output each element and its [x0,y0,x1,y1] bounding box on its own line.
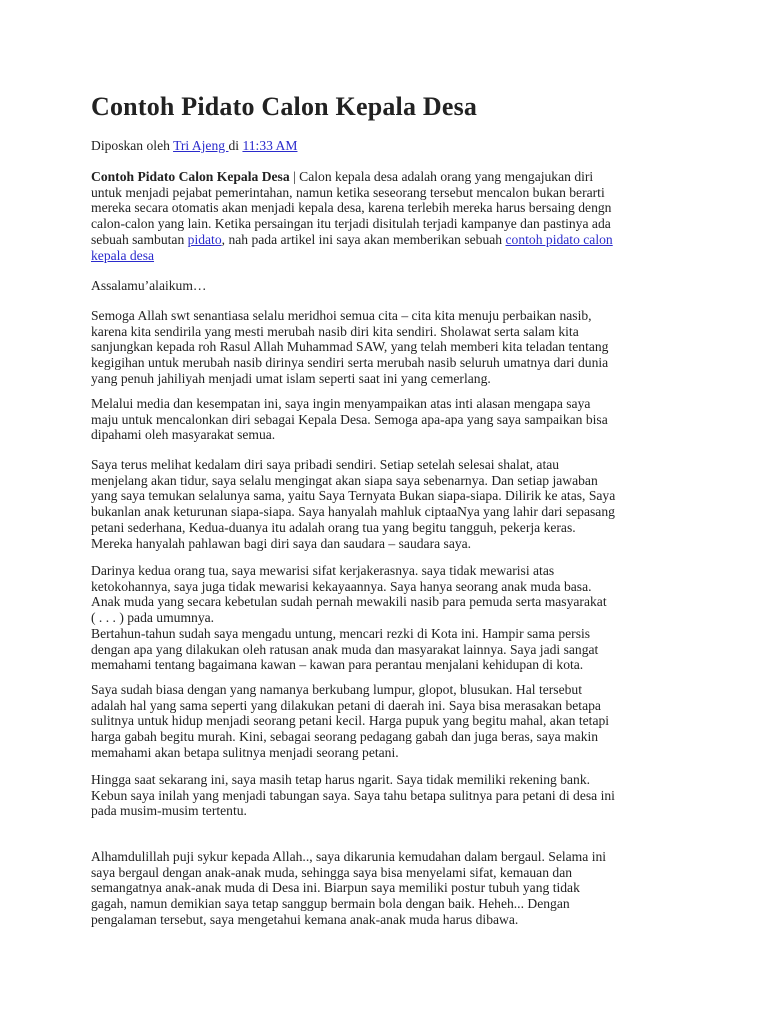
text-line: gagah, namun demikian saya tetap sanggup bermain bola dengan baik. Heheh... Dengan [91,896,570,912]
text-line: Melalui media dan kesempatan ini, saya ingin menyampaikan atas inti alasan mengapa saya [91,396,591,411]
text-line: untuk menjadi pejabat pemerintahan, namun ketika seseorang tersebut mencalon bukan berarti [91,184,605,200]
text-line: Saya terus melihat kedalam diri saya pribadi sendiri. Setiap setelah selesai shalat, atau [91,457,560,472]
text-line: Saya sudah biasa dengan yang namanya berkubang lumpur, glopot, blusukan. Hal tersebut [91,682,582,697]
text-line: Hingga saat sekarang ini, saya masih tetap harus ngarit. Saya tidak memiliki rekening bank. [91,772,591,787]
text-line: ketokohannya, saya juga tidak mewarisi kekayaannya. Saya hanya seorang anak muda basa. [91,578,592,594]
text-line: Semoga Allah swt senantiasa selalu meridhoi semua cita – cita kita menuju perbaikan nasib, [91,308,592,323]
at-label: di [228,138,243,153]
text-line: karena kita sendirila yang mesti merubah nasib diri kita sendiri. Sholawat serta salam kita [91,323,579,339]
text-line: maju untuk mencalonkan diri sebagai Kepala Desa. Semoga apa-apa yang saya sampaikan bisa [91,411,608,427]
text-line: Anak muda yang secara kebetulan sudah pernah mewakili nasib para pemuda serta masyarakat [91,594,607,610]
pidato-link[interactable]: pidato [187,231,222,247]
text-line: | Calon kepala desa adalah orang yang mengajukan diri [289,169,594,184]
text-line: Darinya kedua orang tua, saya mewarisi sifat kerjakerasnya. saya tidak mewarisi atas [91,563,555,578]
paragraph [91,849,691,928]
contoh-pidato-link[interactable]: contoh pidato calon [505,231,613,247]
post-meta [91,138,691,154]
paragraph [91,396,691,443]
text-line: bukanlan anak keturunan siapa-siapa. Saya hanyalah mahluk ciptaaNya yang lahir dari sepasang [91,504,615,520]
text-line: memahami akan betapa sulitnya menjadi seorang petani. [91,744,399,760]
author-link[interactable]: Tri Ajeng [173,138,229,153]
text-line: mereka secara otomatis akan menjadi kepala desa, karena terlebih mereka harus bersaing dengn [91,200,612,216]
text-line: yang saya temukan selalunya sama, yaitu Saya Ternyata Bukan siapa-siapa. Dilirik ke atas, Saya [91,488,616,504]
intro-paragraph [91,169,691,263]
text-line: ( . . . ) pada umumnya. [91,610,215,626]
page-title: Contoh Pidato Calon Kepala Desa [91,92,478,121]
text-line: Assalamu’alaikum… [91,278,207,293]
text-line: pada musim-musim tertentu. [91,803,247,819]
text-line: petani sederhana, Kedua-duanya itu adalah orang tua yang begitu tangguh, pekerja keras. [91,519,576,535]
text-line: calon-calon yang lain. Ketika persaingan itu terjadi disitulah terjadi kampanye dan pastinya ada [91,216,611,232]
text-line: sanjungkan kepada roh Rasul Allah Muhammad SAW, yang telah memberi kita teladan tentang [91,339,609,355]
paragraph [91,772,691,819]
text-line: yang penuh jahiliyah menjadi umat islam seperti saat ini yang cemerlang. [91,370,491,386]
text-line: saya bergaul dengan anak-anak muda, sehingga saya bisa menyelami sifat, kemauan dan [91,864,573,880]
text-line: semangatnya anak-anak muda di Desa ini. Biarpun saya memiliki postur tubuh yang tidak [91,880,580,896]
paragraph [91,278,691,294]
text-line: Kebun saya inilah yang menjadi tabungan saya. Saya tahu betapa sulitnya para petani di desa ini [91,787,615,803]
text-line: , nah pada artikel ini saya akan memberikan sebuah [221,231,506,247]
paragraph [91,682,691,761]
text-line: harga gabah begitu murah. Kini, sebagai seorang pedagang gabah dan juga beras, saya makin [91,729,599,745]
paragraph [91,457,691,551]
text-line: adalah hal yang sama seperti yang dilakukan petani di daerah ini. Saya bisa merasakan betapa [91,697,601,713]
time-link[interactable]: 11:33 AM [242,138,298,153]
text-line: memahami tentang bagaimana kawan – kawan para perantau menjalani kehidupan di kota. [91,657,584,673]
posted-by-label: Diposkan oleh [91,138,174,153]
text-line: menjelang akan tidur, saya selalu mengingat akan siapa saya sebenarnya. Dan setiap jawaban [91,472,598,488]
text-line: dengan apa yang dilakukan oleh ratusan anak muda dan masyarakat lainnya. Saya jadi sangat [91,641,599,657]
intro-bold: Contoh Pidato Calon Kepala Desa [91,169,290,184]
text-line: Bertahun-tahun sudah saya mengadu untung, mencari rezki di Kota ini. Hampir sama persis [91,625,591,641]
text-line: Alhamdulillah puji sykur kepada Allah.., saya dikarunia kemudahan dalam bergaul. Selama ini [91,849,607,864]
text-line: Mereka hanyalah pahlawan bagi diri saya dan saudara – saudara saya. [91,535,472,551]
text-line: sebuah sambutan [91,231,188,247]
text-line: sulitnya untuk hidup menjadi seorang petani kecil. Harga pupuk yang begitu mahal, akan tetapi [91,713,610,729]
paragraph [91,563,691,673]
paragraph [91,308,691,387]
text-line: kegigihan untuk merubah nasib dirinya sendiri serta merubah nasib seluruh umatnya dari dunia [91,355,609,371]
contoh-pidato-link-cont[interactable]: kepala desa [91,247,155,263]
text-line: pengalaman tersebut, saya mengetahui kemana anak-anak muda harus dibawa. [91,911,519,927]
text-line: dipahami oleh masyarakat semua. [91,427,276,443]
